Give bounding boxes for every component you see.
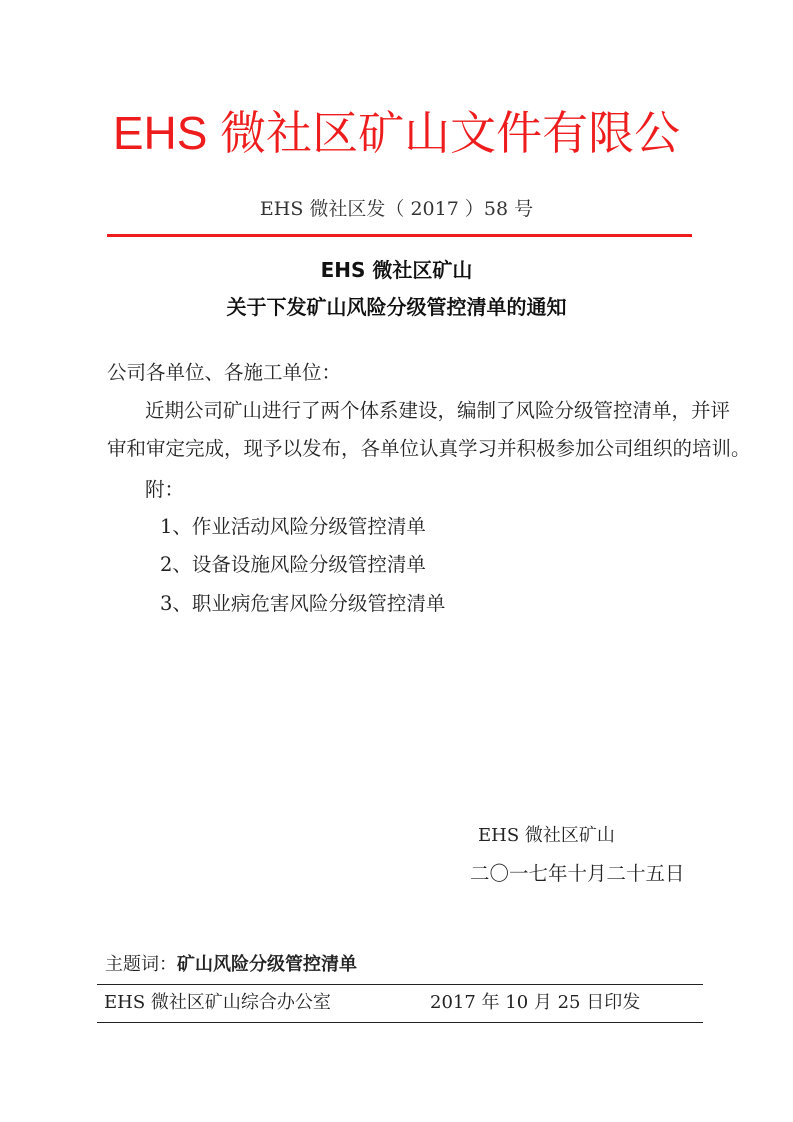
footer-divider-top (97, 984, 703, 985)
salutation: 公司各单位、各施工单位： (107, 361, 342, 384)
footer-divider-bottom (97, 1022, 703, 1023)
document-number: EHS 微社区发（ 2017 ）58 号 (259, 198, 534, 220)
subject-value: 矿山风险分级管控清单 (177, 954, 357, 975)
attachment-label: 附： (145, 478, 185, 501)
attachment-item: 1、作业活动风险分级管控清单 (160, 515, 426, 538)
subject-label: 主题词： (105, 954, 177, 975)
signature-date: 二〇一七年十月二十五日 (470, 862, 685, 885)
issuer: EHS 微社区矿山综合办公室 (104, 992, 331, 1013)
notice-heading-org: EHS 微社区矿山 (320, 258, 473, 282)
document-header-title: EHS 微社区矿山文件有限公 (112, 107, 681, 159)
paragraph-line: 审和审定完成，现予以发布，各单位认真学习并积极参加公司组织的培训。 (107, 437, 751, 460)
paragraph-line: 近期公司矿山进行了两个体系建设，编制了风险分级管控清单，并评 (145, 399, 731, 422)
attachment-item: 2、设备设施风险分级管控清单 (160, 553, 426, 576)
notice-heading-title: 关于下发矿山风险分级管控清单的通知 (226, 295, 567, 319)
red-divider (107, 234, 692, 237)
issue-date: 2017 年 10 月 25 日印发 (430, 992, 641, 1013)
subject-keywords (105, 956, 357, 974)
signature-org: EHS 微社区矿山 (478, 825, 615, 846)
attachment-item: 3、职业病危害风险分级管控清单 (160, 592, 446, 615)
